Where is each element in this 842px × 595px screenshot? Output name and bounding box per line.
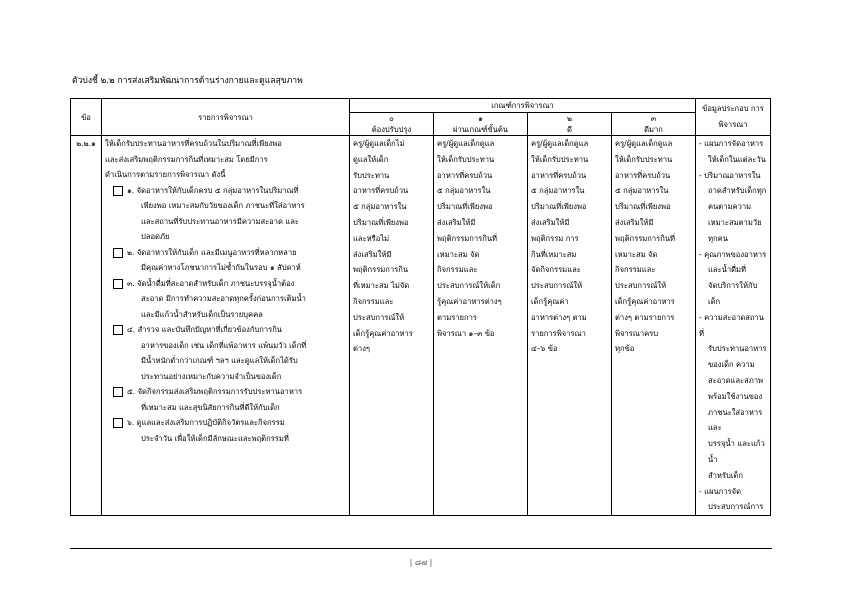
level-0-line: ครู/ผู้ดูแลเด็กไม่ (353, 139, 405, 148)
level-2-header: ๒ ดี (528, 113, 612, 136)
note-item-cont: สำหรับเด็ก (708, 470, 743, 480)
level-1-line: อาหารที่ครบถ้วน (437, 170, 493, 180)
note-item-cont: ทุกคน (708, 233, 728, 243)
level-2-line: ประสบการณ์ให้ (531, 281, 583, 291)
level-3-line: เหมาะสม จัด (615, 249, 658, 259)
checkbox-icon[interactable] (113, 248, 123, 258)
note-item: - ความสะอาดสถานที่ (699, 312, 764, 338)
level-0-header: ๐ ต้องปรับปรุง (350, 113, 434, 136)
level-2-line: รายการพิจารณา (531, 328, 586, 338)
intro-line: ดำเนินการตามรายการพิจารณา ดังนี้ (105, 170, 226, 179)
note-item-cont: ประสบการณ์การ (708, 502, 764, 512)
level-1-line: ให้เด็กรับประทาน (437, 154, 495, 164)
table-row (71, 136, 771, 516)
checklist-item-text: ประทานอย่างเหมาะกับความจำเป็นของเด็ก (141, 371, 282, 381)
level-1-line: ตามรายการ (437, 312, 477, 322)
checklist-item (113, 245, 346, 276)
level-2-line: ๕ กลุ่มอาหารใน (531, 186, 585, 196)
level-1-line: ๕ กลุ่มอาหารใน (437, 186, 491, 196)
level-1-line: เหมาะสม จัด (437, 249, 480, 259)
checklist-item-text: มีน้ำหนักต่ำกว่าเกณฑ์ ฯลฯ และดูแลให้เด็กได้รับ (141, 356, 298, 365)
level-0-line: ส่งเสริมให้มี (353, 249, 392, 259)
note-item-cont: รับประทานอาหาร (708, 344, 767, 354)
level-0-line: ๕ กลุ่มอาหารใน (353, 202, 407, 212)
checkbox-icon[interactable] (113, 279, 123, 289)
checklist-item-text: ๒. จัดอาหารให้กับเด็ก และมีเมนูอาหารที่หลากหลาย (127, 247, 297, 257)
level-3-line: ส่งเสริมให้มี (615, 217, 654, 227)
level-3-line: พิจารณาครบ (615, 328, 659, 338)
note-item-cont: ของเด็ก ความ (708, 360, 755, 370)
checklist-item-text: สะอาด มีการทำความสะอาดทุกครั้งก่อนการเติมน้ำ (141, 294, 306, 303)
checklist-item-text: มีคุณค่าทางโภชนาการไม่ซ้ำกันในรอบ ๑ สัปดาห์ (141, 263, 301, 272)
level-1-line: ส่งเสริมให้มี (437, 217, 476, 227)
checklist-item (113, 276, 346, 323)
level-2-line: พฤติกรรม การ (531, 233, 579, 243)
footer-rule (70, 548, 772, 549)
level-0-line: ต่างๆ (353, 344, 370, 354)
level-2-cell (528, 136, 612, 516)
row-code: ๒.๒.๑ (71, 136, 102, 516)
checklist-item (113, 183, 346, 245)
criteria-table (70, 98, 771, 516)
level-1-line: ครู/ผู้ดูแลเด็กดูแล (437, 139, 495, 148)
level-1-line: พิจารณา ๑–๓ ข้อ (437, 328, 495, 338)
level-2-line: เด็กรู้คุณค่า (531, 296, 569, 306)
note-item: - ปริมาณอาหารใน (699, 170, 761, 180)
intro-line: และส่งเสริมพฤติกรรมการกินที่เหมาะสม โดยมีการ (105, 154, 268, 164)
note-item: - คุณภาพของอาหาร (699, 249, 767, 259)
checklist-item-text: ๔. สำรวจ และบันทึกปัญหาที่เกี่ยวข้องกับการกิน (127, 325, 283, 334)
level-0-line: ที่เหมาะสม ไม่จัด (353, 281, 410, 291)
checklist-item-text: เพียงพอ เหมาะสมกับวัยของเด็ก ภาชนะที่ใส่อาหาร (141, 201, 305, 210)
level-2-line: อาหารที่ครบถ้วน (531, 170, 587, 180)
level-1-line: พฤติกรรมการกินที่ (437, 233, 498, 243)
level-0-line: พฤติกรรมการกิน (353, 265, 409, 275)
note-item: - แผนการจัด (699, 486, 742, 496)
notes-cell (696, 136, 771, 516)
level-0-line: ดูแลให้เด็ก (353, 154, 389, 164)
level-0-cell (350, 136, 434, 516)
level-3-line: ทุกข้อ (615, 344, 635, 354)
level-3-line: ประสบการณ์ให้ (615, 281, 667, 291)
checkbox-icon[interactable] (113, 186, 123, 196)
note-item-cont: จัดบริการให้กับเด็ก (708, 281, 758, 306)
level-2-line: จัดกิจกรรมและ (531, 265, 581, 275)
note-item-cont: ภาชนะใส่อาหารและ (708, 407, 763, 433)
level-1-line: กิจกรรมและ (437, 265, 478, 275)
level-2-line: กินที่เหมาะสม (531, 249, 577, 259)
note-item-cont: ให้เด็กในแต่ละวัน (708, 154, 766, 164)
checklist-item-text: ประจำวัน เพื่อให้เด็กมีลักษณะและพฤติกรรมที่ (141, 433, 289, 443)
level-1-line: ปริมาณที่เพียงพอ (437, 202, 493, 212)
level-2-line: ส่งเสริมให้มี (531, 217, 570, 227)
header-notes: ข้อมูลประกอบ การพิจารณา (696, 99, 771, 136)
checklist-item (113, 415, 346, 446)
level-3-header: ๓ ดีมาก (612, 113, 696, 136)
level-2-line: ปริมาณที่เพียงพอ (531, 202, 587, 212)
note-item-cont: และน้ำดื่มที่ (708, 265, 747, 275)
checklist-item-text: ๖. ดูแลและส่งเสริมการปฏิบัติกิจวัตรและกิจกรรม (127, 418, 285, 427)
level-2-line: อาหารต่างๆ ตาม (531, 312, 587, 322)
level-0-line: เด็กรู้คุณค่าอาหาร (353, 328, 413, 338)
checkbox-icon[interactable] (113, 418, 123, 428)
note-item-cont: ถาดสำหรับเด็กทุก (708, 186, 767, 196)
level-3-line: ให้เด็กรับประทาน (615, 154, 673, 164)
level-2-line: ๔–๖ ข้อ (531, 344, 558, 354)
page-number: | ๘๗ | (409, 558, 433, 567)
checklist-item-text: ๑. จัดอาหารให้กับเด็กครบ ๕ กลุ่มอาหารในปริมาณที่ (127, 185, 299, 195)
level-3-line: ต่างๆ ตามรายการ (615, 312, 675, 322)
level-0-line: กิจกรรมและ (353, 296, 394, 306)
header-items: รายการพิจารณา (102, 99, 350, 136)
level-2-line: ครู/ผู้ดูแลเด็กดูแล (531, 139, 589, 148)
level-0-line: ประสบการณ์ให้ (353, 312, 405, 322)
checklist-item-text: ๕. จัดกิจกรรมส่งเสริมพฤติกรรมการรับประทานอาหาร (127, 387, 303, 396)
note-item: - แผนการจัดอาหาร (699, 139, 764, 148)
level-2-line: ให้เด็กรับประทาน (531, 154, 589, 164)
checklist-item-text: ที่เหมาะสม และสุขนิสัยการกินที่ดีให้กับเด็ก (141, 402, 280, 412)
level-3-line: พฤติกรรมการกินที่ (615, 233, 676, 243)
checklist-item (113, 384, 346, 415)
level-3-line: ปริมาณที่เพียงพอ (615, 202, 671, 212)
indicator-title: ตัวบ่งชี้ ๒.๒ การส่งเสริมพัฒนาการด้านร่างกายและดูแลสุขภาพ (72, 76, 303, 86)
note-item-cont: เหมาะสมตามวัย (708, 217, 762, 227)
checklist-item (113, 322, 346, 384)
level-3-line: อาหารที่ครบถ้วน (615, 170, 671, 180)
level-1-line: ประสบการณ์ให้เด็ก (437, 281, 501, 291)
note-item-cont: สะอาดและสภาพ (708, 375, 764, 385)
checklist-item-text: อาหารของเด็ก เช่น เด็กที่แพ้อาหาร แพ้นมวัว เด็กที่ (141, 340, 307, 350)
level-3-line: ครู/ผู้ดูแลเด็กดูแล (615, 139, 673, 148)
intro-line: ให้เด็กรับประทานอาหารที่ครบถ้วนในปริมาณที่เพียงพอ (105, 139, 282, 148)
level-3-line: ๕ กลุ่มอาหารใน (615, 186, 669, 196)
header-row-1 (71, 99, 771, 113)
level-1-header: ๑ ผ่านเกณฑ์ขั้นต้น (434, 113, 528, 136)
level-0-line: ปริมาณที่เพียงพอ (353, 217, 409, 227)
level-1-line: รู้คุณค่าอาหารต่างๆ (437, 296, 502, 306)
note-item-cont: คนตามความ (708, 202, 752, 212)
note-item-cont: พร้อมใช้งานของ (708, 391, 763, 401)
checklist-item-text: และมีแก้วน้ำสำหรับเด็กเป็นรายบุคคล (141, 309, 263, 319)
level-3-line: เด็กรู้คุณค่าอาหาร (615, 296, 675, 306)
checklist-item-text: ๓. จัดน้ำดื่มที่สะอาดสำหรับเด็ก ภาชนะบรรจุน้ำต้อง (127, 278, 295, 288)
header-criteria: เกณฑ์การพิจารณา (350, 99, 696, 113)
level-0-line: อาหารที่ครบถ้วน (353, 186, 409, 196)
checkbox-icon[interactable] (113, 387, 123, 397)
checklist-item-text: และสถานที่รับประทานอาหารมีความสะอาด และ (141, 216, 299, 226)
level-0-line: รับประทาน (353, 170, 390, 180)
note-item-cont: บรรจุน้ำ และแก้วน้ำ (708, 439, 765, 464)
level-3-line: กิจกรรมและ (615, 265, 656, 275)
criteria-list (102, 136, 350, 516)
level-1-cell (434, 136, 528, 516)
checklist-item-text: ปลอดภัย (141, 232, 170, 241)
checkbox-icon[interactable] (113, 325, 123, 335)
level-3-cell (612, 136, 696, 516)
header-no: ข้อ (71, 99, 102, 136)
level-0-line: และหรือไม่ (353, 233, 390, 243)
